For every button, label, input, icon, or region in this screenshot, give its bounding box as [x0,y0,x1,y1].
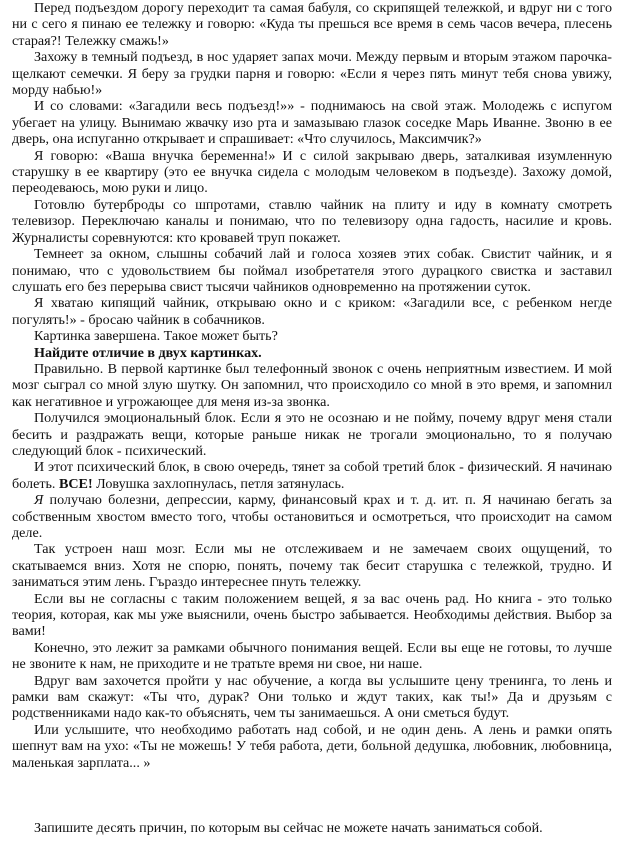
paragraph: Готовлю бутерброды со шпротами, ставлю чайник на плиту и иду в комнату смотреть телевизор. Переключаю каналы и понимаю, что по телевизору одна гадость, насилие и кровь. Журналисты соревнуются: кто кровавей труп покажет. [12,196,612,246]
paragraph-with-italic [12,492,612,541]
paragraph-text: получаю болезни, депрессии, карму, финансовый крах и т. д. ит. п. Я начинаю бегать за собственным хвостом вместо того, чтобы остановиться и осмотреться, что происходит на самом деле. [12,492,612,541]
paragraph: Перед подъездом дорогу переходит та самая бабуля, со скрипящей тележкой, и вдруг ни с того ни с сего я пинаю ее тележку и говорю: «Куда ты прешься все время в семь часов вечера, плесень старая?! Тележку смажь!» [12,0,612,49]
paragraph: Так устроен наш мозг. Если мы не отслеживаем и не замечаем своих ощущений, то скатываемся вниз. Хотя не спорю, понять, почему так бесит старушка с тележкой, трудно. И заниматься этим лень. Гъраздо интереснее пнуть тележку. [12,541,612,591]
paragraph: Захожу в темный подъезд, в нос ударяет запах мочи. Между первым и вторым этажом парочка-щелкают семечки. Я беру за грудки парня и говорю: «Если я через пять минут тебя снова увижу, морду набью!» [12,49,612,99]
paragraph: Я говорю: «Ваша внучка беременна!» И с силой закрываю дверь, заталкивая изумленную старушку в ее квартиру (это ее внучка сидела с молодым человеком в подъезде). Захожу домой, переодеваюсь, мою руки и лицо. [12,147,612,197]
paragraph: Получился эмоциональный блок. Если я это не осознаю и не пойму, почему вдруг меня стали бесить и раздражать вещи, которые раньше никак не трогали эмоционально, то я получаю следующий блок - психический. [12,410,612,459]
paragraph-text: Ловушка захлопнулась, петля затянулась. [92,475,345,492]
paragraph: Картинка завершена. Такое может быть? [34,328,278,345]
paragraph: Или услышите, что необходимо работать над собой, и не один день. А лень и рамки опять шепнут вам на ухо: «Ты не можешь! У тебя работа, дети, больной дедушка, любовник, любовница, маленькая зарплата... » [12,721,612,771]
section-heading: Найдите отличие в двух картинках. [34,344,262,361]
paragraph-with-bold [12,459,612,492]
italic-emphasis: Я [34,492,44,509]
paragraph: Если вы не согласны с таким положением вещей, я за вас очень рад. Но книга - это только теория, которая, как мы уже выяснили, очень быстро забывается. Необходимы действия. Выбор за вами! [12,590,612,640]
paragraph: Темнеет за окном, слышны собачий лай и голоса хозяев этих собак. Свистит чайник, и я понимаю, что с удовольствием бы поймал изобретателя этого дурацкого свистка и заставил слушать его без перерыва свист тысячи чайников одновременно на протяжении суток. [12,246,612,295]
paragraph-text: И этот психический блок, в свою очередь, тянет за собой третий блок - физический. Я начинаю болеть. [12,459,612,492]
paragraph: Правильно. В первой картинке был телефонный звонок с очень неприятным известием. И мой мозг сыграл со мной злую шутку. Он запомнил, что происходило со мной в это время, и запомнил как негативное и угрожающее для меня из-за звонка. [12,360,612,410]
paragraph: И со словами: «Загадили весь подъезд!»» - поднимаюсь на свой этаж. Молодежь с испугом убегает на улицу. Вынимаю жвачку изо рта и замазываю глазок соседке Марь Иванне. Звоню в ее дверь, она испуганно открывает и спрашивает: «Что случилось, Максимчик?» [12,98,612,148]
paragraph: Я хватаю кипящий чайник, открываю окно и с криком: «Загадили все, с ребенком негде погулять!» - бросаю чайник в собачников. [12,295,612,328]
paragraph: Вдруг вам захочется пройти у нас обучение, а когда вы услышите цену тренинга, то лень и рамки вам скажут: «Ты что, дурак? Они только и ждут таких, как ты!» Да и друзьям с родственниками надо как-то объяснять, чем ты занимаешься. А они сметься будут. [12,672,612,722]
document-body [12,0,612,771]
paragraph: Конечно, это лежит за рамками обычного понимания вещей. Если вы еще не готовы, то лучше не звоните к нам, не приходите и не тратьте время ни свое, ни наше. [12,639,612,673]
bold-emphasis: ВСЕ! [58,475,93,492]
final-instruction: Запишите десять причин, по которым вы сейчас не можете начать заниматься собой. [34,820,543,836]
